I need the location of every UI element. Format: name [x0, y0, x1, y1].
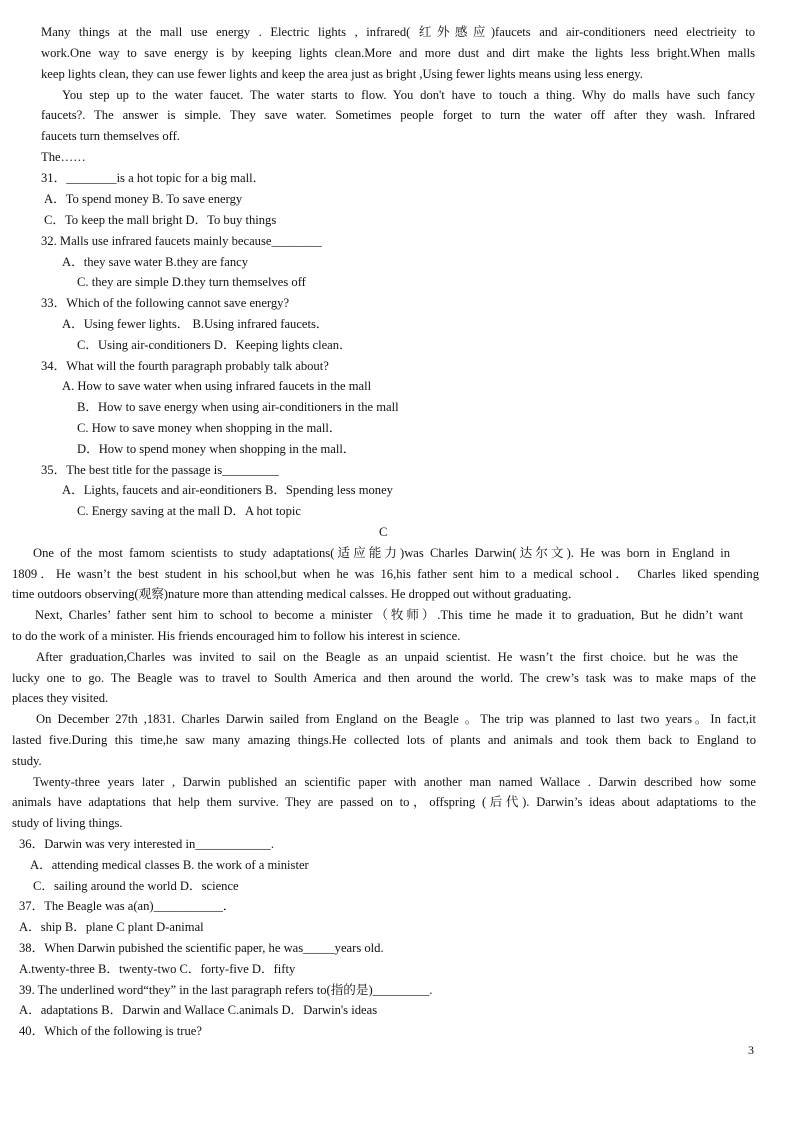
- passage-c-line: animals have adaptations that help them survive. They are passed on to，offspring (后代). Darwin’s ideas about adaptatioms to the: [12, 795, 756, 809]
- question-options: C. Energy saving at the mall D．A hot topic: [77, 504, 301, 518]
- question-options: C．Using air-conditioners D．Keeping lights clean．: [77, 338, 352, 352]
- passage-c-line: On December 27th ,1831. Charles Darwin sailed from England on the Beagle 。The trip was planned to last two years。In fact,it: [36, 712, 756, 726]
- question-options: C．To keep the mall bright D．To buy things: [44, 213, 277, 227]
- question-options: A．Lights, faucets and air-eonditioners B．Spending less money: [62, 483, 393, 497]
- passage-b-line: faucets turn themselves off.: [41, 129, 180, 143]
- question-options: A.twenty-three B．twenty-two C．forty-five D．fifty: [19, 962, 296, 976]
- passage-c-line: Twenty-three years later , Darwin published an scientific paper with another man named Wallace . Darwin described how some: [33, 775, 756, 789]
- passage-c-line: to do the work of a minister. His friends encouraged him to follow his interest in science.: [12, 629, 461, 643]
- passage-b-line: work.One way to save energy is by keeping lights clean.More and more dust and dirt make the lights less bright.When malls: [41, 46, 755, 60]
- passage-b-line: Many things at the mall use energy . Electric lights , infrared( 红外感应)faucets and air-conditioners need electrieity to: [41, 25, 755, 39]
- passage-c-line: One of the most famom scientists to study adaptations(适应能力)was Charles Darwin(达尔文). He was born in England in: [33, 546, 730, 560]
- question-options: B．How to save energy when using air-conditioners in the mall: [77, 400, 399, 414]
- passage-c-line: places they visited.: [12, 691, 109, 705]
- question-options: A．attending medical classes B. the work of a minister: [30, 858, 309, 872]
- question-stem: 32. Malls use infrared faucets mainly because________: [41, 234, 322, 248]
- passage-c-line: study.: [12, 754, 42, 768]
- question-stem: 37．The Beagle was a(an)___________．: [19, 899, 236, 913]
- question-stem: 39. The underlined word“they” in the last paragraph refers to(指的是)_________.: [19, 983, 433, 997]
- question-stem: 35．The best title for the passage is_________: [41, 463, 279, 477]
- question-options: A．Using fewer lights． B.Using infrared faucets．: [62, 317, 329, 331]
- question-stem: 36．Darwin was very interested in____________.: [19, 837, 274, 851]
- passage-c-line: lasted five.During this time,he saw many amazing things.He collected lots of plants and animals and took them back to England to: [12, 733, 756, 747]
- passage-c-line: lucky one to go. The Beagle was to travel to Soulth America and then around the world. The crew’s task was to make maps of the: [12, 671, 756, 685]
- passage-c-line: After graduation,Charles was invited to sail on the Beagle as an unpaid scientist. He wasn’t the first choice. but he was the: [36, 650, 738, 664]
- question-stem: 31．________is a hot topic for a big mall．: [41, 171, 266, 185]
- question-options: D．How to spend money when shopping in the mall．: [77, 442, 356, 456]
- question-options: C. How to save money when shopping in the mall．: [77, 421, 342, 435]
- question-stem: 33．Which of the following cannot save energy?: [41, 296, 290, 310]
- passage-c-line: Next, Charles’ father sent him to school to become a minister（牧师）.This time he made it to graduation, But he didn’t want: [35, 608, 743, 622]
- question-stem: 34．What will the fourth paragraph probably talk about?: [41, 359, 329, 373]
- passage-c-line: time outdoors observing(观察)nature more than attending medical calsses. He dropped out without graduating．: [12, 587, 581, 601]
- question-options: C. they are simple D.they turn themselves off: [77, 275, 306, 289]
- passage-b-line: You step up to the water faucet. The water starts to flow. You don't have to touch a thing. Why do malls have such fancy: [62, 88, 755, 102]
- passage-c-line: 1809．He wasn’t the best student in his school,but when he was 16,his father sent him to a medical school． Charles liked spending: [12, 567, 759, 581]
- question-stem: 40．Which of the following is true?: [19, 1024, 202, 1038]
- passage-b-line: keep lights clean, they can use fewer lights and keep the area just as bright ,Using fewer lights means using less energy.: [41, 67, 643, 81]
- page-number: 3: [748, 1043, 754, 1057]
- question-options: A. How to save water when using infrared faucets in the mall: [62, 379, 372, 393]
- question-options: A．To spend money B. To save energy: [44, 192, 243, 206]
- question-options: C．sailing around the world D．science: [33, 879, 239, 893]
- passage-c-line: study of living things.: [12, 816, 123, 830]
- passage-b-line: faucets?. The answer is simple. They save water. Sometimes people forget to turn the water off after they wash. Infrared: [41, 108, 755, 122]
- question-options: A．ship B．plane C plant D-animal: [19, 920, 204, 934]
- question-stem: 38．When Darwin pubished the scientific paper, he was_____years old.: [19, 941, 384, 955]
- section-heading: C: [379, 525, 388, 539]
- question-options: A．they save water B.they are fancy: [62, 255, 249, 269]
- passage-b-line: The……: [41, 150, 86, 164]
- question-options: A．adaptations B．Darwin and Wallace C.animals D．Darwin's ideas: [19, 1003, 378, 1017]
